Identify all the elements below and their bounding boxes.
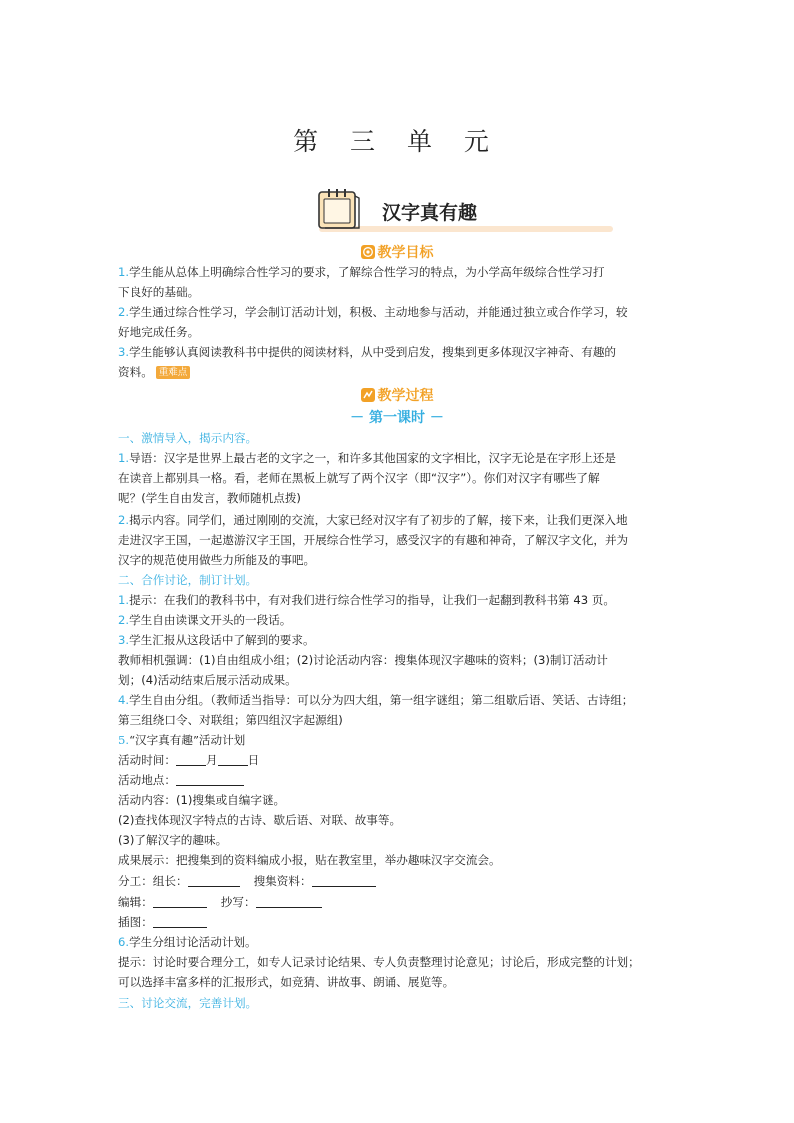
part1-p2-line2: 走进汉字王国，一起遨游汉字王国，开展综合性学习，感受汉字的有趣和神奇，了解汉字文化，并为 <box>118 533 629 547</box>
para-num: 2. <box>118 513 130 527</box>
edit-blank <box>153 895 207 908</box>
para-text: 学生自由读课文开头的一段话。 <box>129 613 292 627</box>
goal-item-3 <box>118 342 678 362</box>
plan-content-3: (3)了解汉字的趣味。 <box>118 833 228 847</box>
goal-item-2-cont: 好地完成任务。 <box>118 325 200 339</box>
month-blank <box>176 753 206 766</box>
copy-label: 抄写： <box>220 895 256 909</box>
part2-p6 <box>118 932 678 952</box>
para-text: 揭示内容。同学们，通过刚刚的交流，大家已经对汉字有了初步的了解，接下来，让我们更深入地 <box>129 513 628 527</box>
para-num: 1. <box>118 593 130 607</box>
day-label: 日 <box>247 753 260 767</box>
discussion-tip: 提示：讨论时要合理分工，如专人记录讨论结果、专人负责整理讨论意见；讨论后，形成完整的计划； <box>118 955 640 969</box>
goal-item-2 <box>118 302 678 322</box>
para-text: “汉字真有趣”活动计划 <box>129 733 246 747</box>
part1-p1 <box>118 448 678 468</box>
key-point-badge: 重难点 <box>156 366 191 379</box>
part2-p2 <box>118 610 678 630</box>
discussion-tip-line2: 可以选择丰富多样的汇报形式，如竞猜、讲故事、朗诵、展览等。 <box>118 975 455 989</box>
para-text: 提示：在我们的教科书中，有对我们进行综合性学习的指导，让我们一起翻到教科书第 43 页。 <box>129 593 615 607</box>
leader-blank <box>188 874 240 887</box>
part2-p4-line2: 第三组绕口令、对联组；第四组汉字起源组) <box>118 713 343 727</box>
edit-label: 编辑： <box>118 895 153 909</box>
collect-blank <box>312 874 376 887</box>
part1-p2 <box>118 510 678 530</box>
plan-result: 成果展示：把搜集到的资料编成小报，贴在教室里，举办趣味汉字交流会。 <box>118 853 501 867</box>
para-num: 5. <box>118 733 130 747</box>
collect-label: 搜集资料： <box>253 874 312 888</box>
goal-num: 1. <box>118 265 130 279</box>
para-text: 学生汇报从这段话中了解到的要求。 <box>129 633 315 647</box>
part2-p1 <box>118 590 678 610</box>
goal-text: 资料。 <box>118 365 153 379</box>
target-icon <box>361 245 375 259</box>
goals-heading <box>0 242 794 262</box>
para-num: 2. <box>118 613 130 627</box>
part1-title: 一、激情导入，揭示内容。 <box>118 431 258 445</box>
part2-p4 <box>118 690 678 710</box>
part2-p3 <box>118 630 678 650</box>
goal-num: 3. <box>118 345 130 359</box>
para-num: 3. <box>118 633 130 647</box>
plan-division <box>118 871 678 891</box>
goal-text: 学生能从总体上明确综合性学习的要求，了解综合性学习的特点，为小学高年级综合性学习打 <box>129 265 605 279</box>
first-period-label: － 第一课时 － <box>350 410 444 426</box>
copy-blank <box>256 895 322 908</box>
para-text: 学生分组讨论活动计划。 <box>129 935 257 949</box>
plan-content-2: (2)查找体现汉字特点的古诗、歇后语、对联、故事等。 <box>118 813 402 827</box>
plan-illustrate <box>118 912 678 932</box>
place-blank <box>176 773 244 786</box>
part3-title: 三、讨论交流，完善计划。 <box>118 996 258 1010</box>
plan-content: 活动内容：(1)搜集或自编字谜。 <box>118 793 286 807</box>
plan-edit <box>118 892 678 912</box>
plan-time <box>118 750 678 770</box>
leader-label: 分工：组长： <box>118 874 188 888</box>
part1-p1-line3: 呢？(学生自由发言，教师随机点拨) <box>118 491 301 505</box>
para-text: 导语：汉字是世界上最古老的文字之一，和许多其他国家的文字相比，汉字无论是在字形上还是 <box>129 451 617 465</box>
process-heading <box>0 385 794 405</box>
process-icon <box>361 388 375 402</box>
part2-title: 二、合作讨论，制订计划。 <box>118 573 258 587</box>
teacher-stress-line2: 划；(4)活动结束后展示活动成果。 <box>118 673 297 687</box>
lesson-header <box>316 186 616 236</box>
plan-place <box>118 770 678 790</box>
para-num: 1. <box>118 451 130 465</box>
goal-item-1 <box>118 262 678 282</box>
para-text: 学生自由分组。（教师适当指导：可以分为四大组，第一组字谜组；第二组歇后语、笑话、古诗组； <box>129 693 634 707</box>
unit-title: 第 三 单 元 <box>293 127 501 156</box>
process-heading-text: 教学过程 <box>377 388 434 404</box>
illustrate-label: 插图： <box>118 915 153 929</box>
part1-p2-line3: 汉字的规范使用做些力所能及的事吧。 <box>118 553 316 567</box>
illustrate-blank <box>153 915 207 928</box>
month-label: 月 <box>205 753 218 767</box>
goal-num: 2. <box>118 305 130 319</box>
goal-text: 学生能够认真阅读教科书中提供的阅读材料，从中受到启发，搜集到更多体现汉字神奇、有趣的 <box>129 345 617 359</box>
para-num: 6. <box>118 935 130 949</box>
part1-p1-line2: 在读音上都别具一格。看，老师在黑板上就写了两个汉字（即“汉字”）。你们对汉字有哪些了解 <box>118 471 600 485</box>
goals-heading-text: 教学目标 <box>377 245 434 261</box>
plan-time-label: 活动时间： <box>118 753 176 767</box>
day-blank <box>218 753 248 766</box>
goal-item-3-cont <box>118 362 678 382</box>
plan-place-label: 活动地点： <box>118 773 176 787</box>
goal-item-1-cont: 下良好的基础。 <box>118 285 200 299</box>
goal-text: 学生通过综合性学习，学会制订活动计划，积极、主动地参与活动，并能通过独立或合作学习，较 <box>129 305 628 319</box>
notebook-icon <box>316 186 362 232</box>
part2-p5 <box>118 730 678 750</box>
lesson-title: 汉字真有趣 <box>382 202 478 224</box>
para-num: 4. <box>118 693 130 707</box>
teacher-stress: 教师相机强调：(1)自由组成小组；(2)讨论活动内容：搜集体现汉字趣味的资料；(3)制订活动计 <box>118 653 608 667</box>
